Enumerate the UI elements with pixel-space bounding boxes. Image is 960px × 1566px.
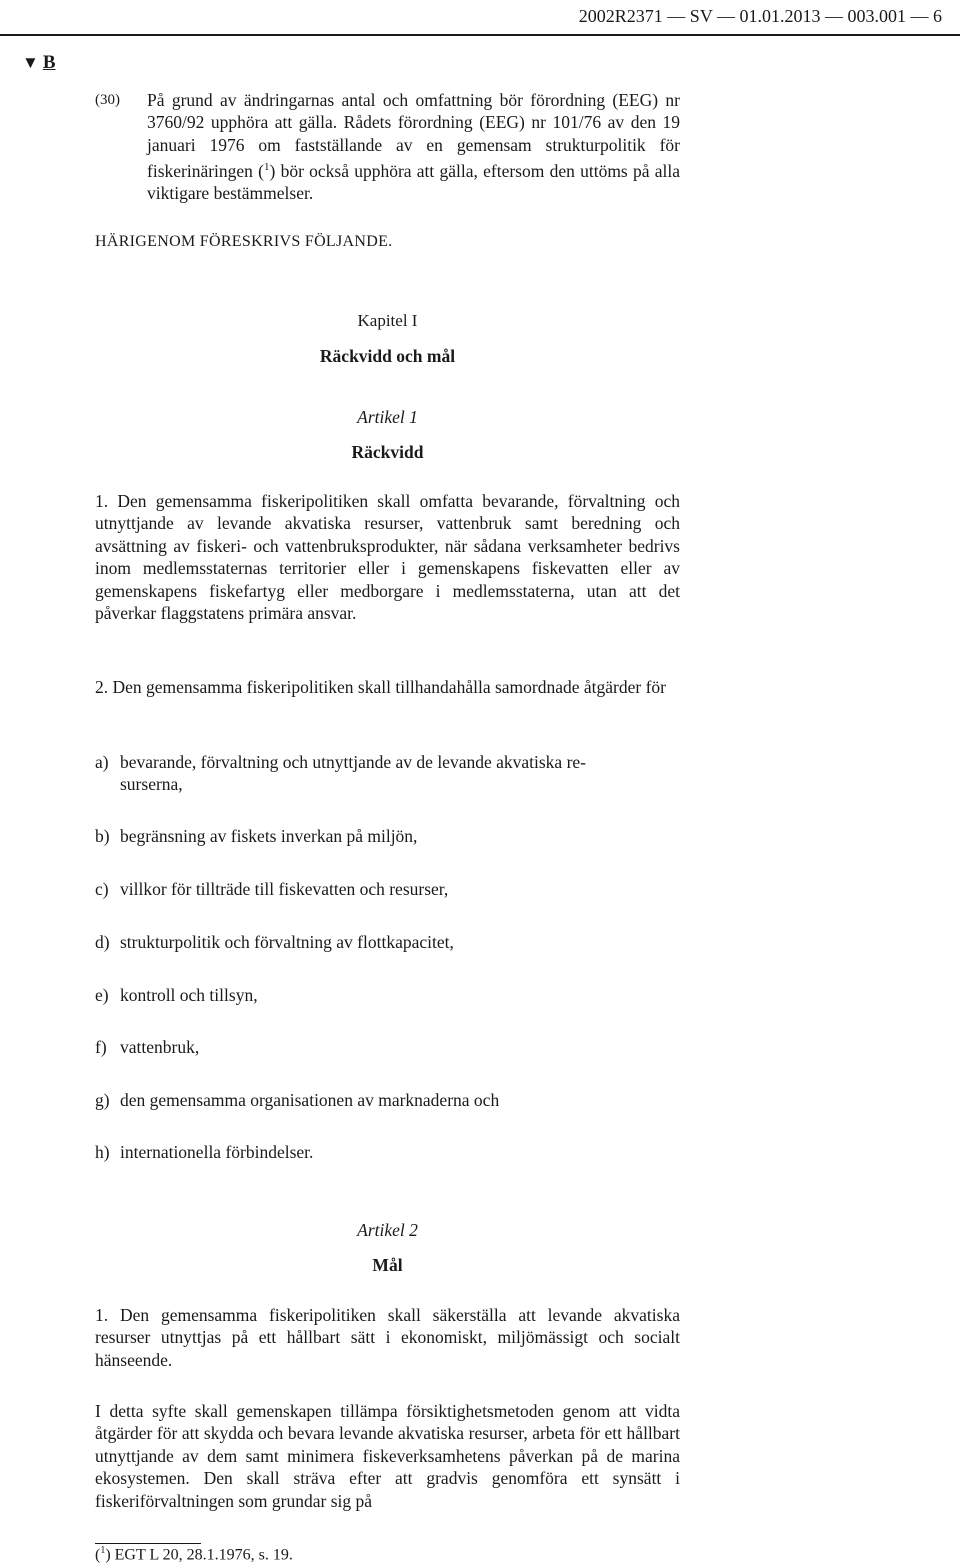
list-item-f (95, 1036, 680, 1058)
list-item-g (95, 1089, 680, 1111)
list-item-text-continued: surserna, (120, 774, 183, 795)
recital-text-part-2: ) bör också upphöra att gälla, eftersom den uttöms på alla viktigare bestämmelser. (147, 161, 680, 204)
list-item-a (95, 751, 680, 796)
marker-letter: B (42, 52, 56, 73)
list-item-label: f) (95, 1037, 107, 1057)
list-item-b (95, 825, 680, 847)
list-item-c (95, 878, 680, 900)
list-item-d (95, 931, 680, 953)
list-item-label: c) (95, 879, 109, 899)
article-1-paragraph-1: 1. Den gemensamma fiskeripolitiken skall omfatta bevarande, förvaltning och utnyttjande av levande akvatiska resurser, vattenbruk samt beredning och avsättning av fiskeri- och vattenbruksprodukter, när sådana verksamheter bedrivs inom medlemsstaternas territorier eller i gemenskapens fiskevatten eller av gemenskapens fiskefartyg eller medborgare i medlemsstaterna, utan att det påverkar flaggstatens primära ansvar. (95, 491, 680, 624)
list-item-label: a) (95, 752, 109, 772)
list-item-text: strukturpolitik och förvaltning av flottkapacitet, (120, 932, 454, 952)
article-2-title: Mål (372, 1255, 403, 1275)
footnote-open: ( (95, 1546, 101, 1564)
list-item-label: d) (95, 932, 110, 952)
list-item-text: internationella förbindelser. (120, 1142, 314, 1162)
article-2-label: Artikel 2 (357, 1220, 418, 1240)
amendment-marker (22, 52, 56, 74)
footnote-number: 1 (100, 1545, 106, 1556)
recital-30 (95, 89, 680, 205)
list-item-label: e) (95, 985, 109, 1005)
recital-text (147, 89, 680, 205)
list-item-text: begränsning av fiskets inverkan på miljön, (120, 826, 418, 846)
article-2-paragraph-1: 1. Den gemensamma fiskeripolitiken skall säkerställa att levande akvatiska resurser utnyttjas på ett hållbart sätt i ekonomiskt, miljömässigt och socialt hänseende. (95, 1305, 680, 1370)
list-item-text: villkor för tillträde till fiskevatten och resurser, (120, 879, 449, 899)
recital-text-part-1: På grund av ändringarnas antal och omfattning bör förordning (EEG) nr 3760/92 upphöra att gälla. Rådets förordning (EEG) nr 101/76 av den 19 januari 1976 om fastställande av en gemensam strukturpolitik för fiskerinäringen ( (147, 90, 680, 182)
article-2-paragraph-2: I detta syfte skall gemenskapen tillämpa försiktighetsmetoden genom att vidta åtgärder för att skydda och bevara levande akvatiska resurser, arbeta för ett hållbart utnyttjande av dem samt minimera fiskeverksamhetens påverkan på de marina ekosystemen. Den skall sträva efter att gradvis genomföra ett synsätt i fiskeriförvaltningen som grundar sig på (95, 1401, 680, 1511)
list-item-text: kontroll och tillsyn, (120, 985, 258, 1005)
list-item-text: den gemensamma organisationen av marknaderna och (120, 1090, 500, 1110)
chapter-title: Räckvidd och mål (319, 346, 456, 366)
footnote-text: EGT L 20, 28.1.1976, s. 19. (110, 1546, 293, 1564)
header-divider (0, 34, 960, 36)
document-reference: 2002R2371 — SV — 01.01.2013 — 003.001 — 6 (578, 6, 942, 26)
list-item-text: bevarande, förvaltning och utnyttjande av de levande akvatiska re- (120, 752, 586, 772)
article-1-title: Räckvidd (351, 442, 424, 462)
list-item-label: b) (95, 826, 110, 846)
list-item-text: vattenbruk, (120, 1037, 200, 1057)
footnote-reference[interactable]: 1 (264, 161, 270, 174)
article-1-label: Artikel 1 (357, 407, 418, 427)
triangle-down-icon: ▼ (22, 53, 39, 72)
footnote (95, 1540, 293, 1566)
enacting-formula: HÄRIGENOM FÖRESKRIVS FÖLJANDE. (95, 233, 393, 250)
footnote-close: ) (105, 1546, 111, 1564)
list-item-e (95, 984, 680, 1006)
recital-number: (30) (95, 92, 120, 108)
chapter-label: Kapitel I (357, 311, 418, 330)
list-item-label: h) (95, 1142, 110, 1162)
list-item-label: g) (95, 1090, 110, 1110)
list-item-h (95, 1141, 680, 1163)
article-1-paragraph-2: 2. Den gemensamma fiskeripolitiken skall tillhandahålla samordnade åtgärder för (95, 677, 666, 697)
